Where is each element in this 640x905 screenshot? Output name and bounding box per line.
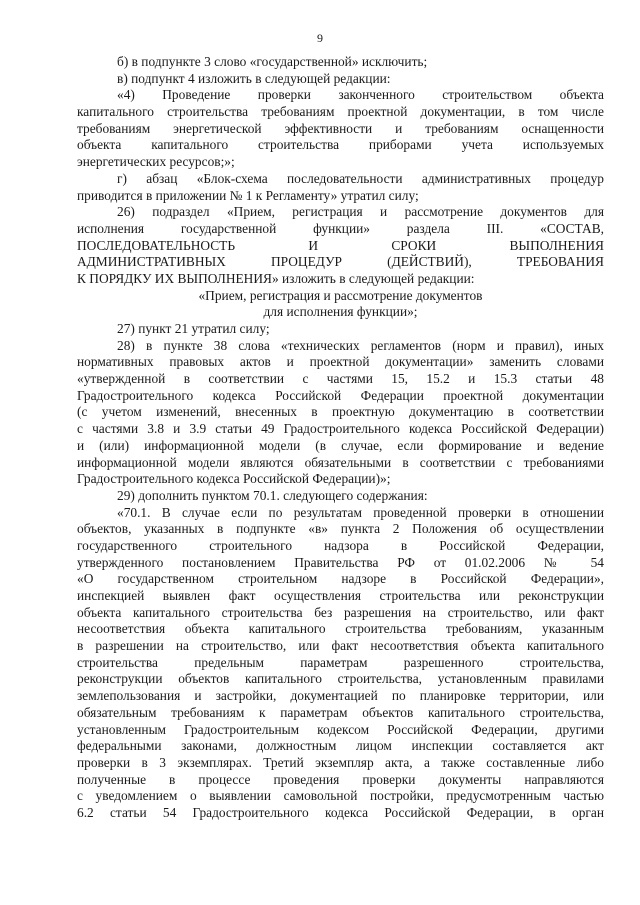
- document-body: [77, 54, 604, 822]
- text-line: Градостроительного кодекса Российской Федерации проектной документации: [77, 387, 604, 403]
- text-line: с уведомлением о выявлении самовольной постройки, предусмотренным частью: [77, 788, 604, 804]
- text-line: «4) Проведение проверки законченного строительством объекта: [117, 87, 604, 103]
- text-line: объектов, указанных в подпункте «в» пункта 2 Положения об осуществлении: [77, 521, 604, 537]
- text-line: капитального строительства требованиям проектной документации, в том числе: [77, 104, 604, 120]
- text-line: АДМИНИСТРАТИВНЫХ ПРОЦЕДУР (ДЕЙСТВИЙ), ТРЕБОВАНИЯ: [77, 254, 604, 270]
- page-number: 9: [317, 31, 323, 45]
- text-line: 6.2 статьи 54 Градостроительного кодекса Российской Федерации, в орган: [77, 804, 604, 820]
- text-line: в) подпункт 4 изложить в следующей редакции:: [117, 70, 391, 86]
- text-line: информационной модели являются обязательными в соответствии с требованиями: [77, 454, 604, 470]
- text-line: и (или) информационной модели (в случае, если формирование и ведение: [77, 437, 604, 453]
- text-line: нормативных правовых актов и проектной документации» заменить словами: [77, 354, 604, 370]
- text-line: проверки в 3 экземплярах. Третий экземпляр акта, а также составленные либо: [77, 754, 604, 770]
- text-line: К ПОРЯДКУ ИХ ВЫПОЛНЕНИЯ» изложить в следующей редакции:: [77, 270, 475, 286]
- text-line: утвержденного постановлением Правительства РФ от 01.02.2006 № 54: [77, 554, 604, 570]
- text-line: для исполнения функции»;: [263, 304, 418, 320]
- text-line: обязательным требованиям к параметрам объектов капитального строительства,: [77, 704, 604, 720]
- text-line: объекта капитального строительства без разрешения на строительство, или факт: [77, 604, 604, 620]
- text-line: б) в подпункте 3 слово «государственной» исключить;: [117, 54, 428, 69]
- text-line: «70.1. В случае если по результатам проведенной проверки в отношении: [117, 504, 604, 520]
- text-line: 29) дополнить пунктом 70.1. следующего содержания:: [117, 487, 428, 503]
- text-line: (с учетом изменений, внесенных в проектную документацию в соответствии: [77, 404, 604, 420]
- text-line: несоответствия объекта капитального строительства требованиям, указанным: [77, 621, 604, 637]
- text-line: Градостроительного кодекса Российской Федерации)»;: [77, 471, 391, 487]
- text-line: полученные в процессе проведения проверки документы направляются: [77, 771, 604, 787]
- text-line: инспекцией выявлен факт осуществления строительства или реконструкции: [77, 588, 604, 603]
- text-line: 28) в пункте 38 слова «технических регламентов (норм и правил), иных: [117, 337, 604, 353]
- text-line: энергетических ресурсов;»;: [77, 154, 235, 170]
- text-line: объекта капитального строительства приборами учета используемых: [77, 137, 604, 153]
- text-line: реконструкции объектов капитального строительства, установленным правилами: [77, 671, 604, 687]
- text-line: 26) подраздел «Прием, регистрация и рассмотрение документов для: [117, 204, 604, 220]
- text-line: государственного строительного надзора в Российской Федерации,: [77, 537, 604, 553]
- text-line: с частями 3.8 и 3.9 статьи 49 Градостроительного кодекса Российской Федерации): [77, 421, 604, 437]
- text-line: приводится в приложении № 1 к Регламенту» утратил силу;: [77, 187, 419, 203]
- text-line: строительства предельным параметрам разрешенного строительства,: [77, 654, 604, 670]
- text-line: «Прием, регистрация и рассмотрение документов: [198, 287, 483, 303]
- text-line: землепользования и застройки, документацией по планировке территории, или: [77, 688, 604, 704]
- text-line: федеральными законами, должностным лицом инспекции составляется акт: [77, 738, 604, 754]
- text-line: «О государственном строительном надзоре в Российской Федерации»,: [77, 571, 604, 587]
- text-line: г) абзац «Блок-схема последовательности административных процедур: [117, 170, 604, 186]
- text-line: установленным Градостроительным кодексом Российской Федерации, другими: [77, 721, 604, 737]
- text-line: 27) пункт 21 утратил силу;: [117, 321, 270, 336]
- text-line: в разрешении на строительство, или факт несоответствия объекта капитального: [77, 638, 604, 654]
- text-line: «утвержденной в соответствии с частями 15, 15.2 и 15.3 статьи 48: [77, 371, 604, 387]
- text-line: ПОСЛЕДОВАТЕЛЬНОСТЬ И СРОКИ ВЫПОЛНЕНИЯ: [77, 237, 604, 253]
- text-line: требованиям энергетической эффективности и требованиям оснащенности: [77, 120, 604, 136]
- text-line: исполнения государственной функции» раздела III. «СОСТАВ,: [77, 220, 604, 236]
